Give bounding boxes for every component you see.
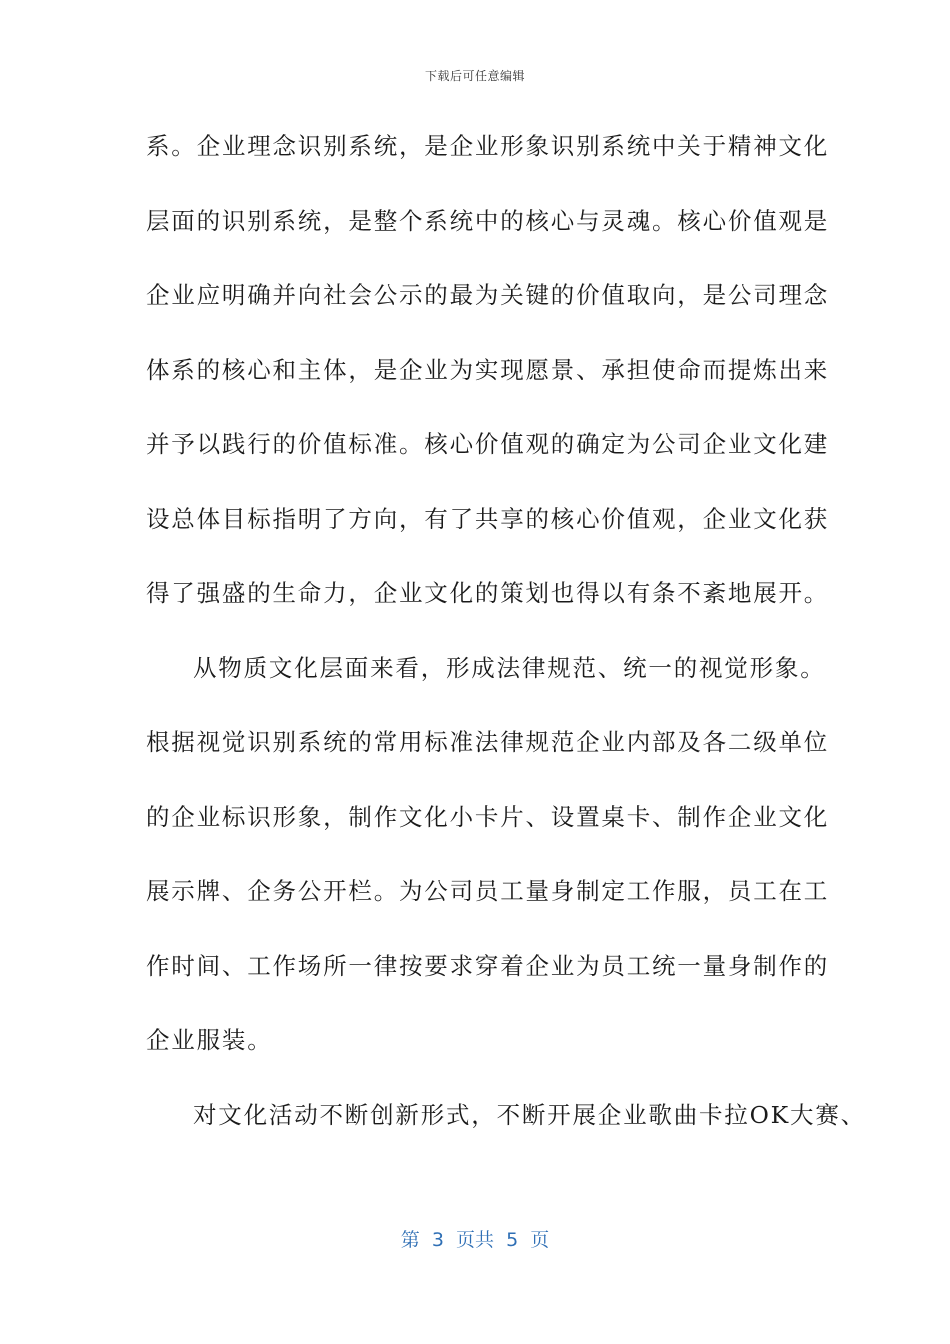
paragraph-line: 企业服装。: [146, 1026, 273, 1054]
paragraph-line: 并予以践行的价值标准。核心价值观的确定为公司企业文化建: [146, 430, 830, 458]
paragraph-line: 作时间、工作场所一律按要求穿着企业为员工统一量身制作的: [146, 951, 830, 980]
paragraph-line: 的企业标识形象，制作文化小卡片、设置桌卡、制作企业文化: [146, 802, 830, 831]
document-body: [146, 123, 866, 1166]
paragraph-line: 系。企业理念识别系统，是企业形象识别系统中关于精神文化: [146, 132, 830, 160]
paragraph-line: 得了强盛的生命力，企业文化的策划也得以有条不紊地展开。: [146, 579, 830, 607]
paragraph-line: 企业应明确并向社会公示的最为关键的价值取向，是公司理念: [146, 281, 830, 309]
paragraph-line: 设总体目标指明了方向，有了共享的核心价值观，企业文化获: [146, 504, 830, 533]
page-number-footer: 第 3 页共 5 页: [400, 1229, 550, 1251]
paragraph-first-line: 对文化活动不断创新形式，不断开展企业歌曲卡拉OK大赛、: [193, 1100, 866, 1129]
paragraph-line: 展示牌、企务公开栏。为公司员工量身制定工作服，员工在工: [146, 877, 830, 905]
paragraph-line: 体系的核心和主体，是企业为实现愿景、承担使命而提炼出来: [146, 355, 830, 384]
paragraph-line: 根据视觉识别系统的常用标准法律规范企业内部及各二级单位: [146, 728, 830, 756]
page-header-note: 下载后可任意编辑: [424, 69, 525, 83]
paragraph-first-line: 从物质文化层面来看，形成法律规范、统一的视觉形象。: [193, 653, 826, 682]
paragraph-line: 层面的识别系统，是整个系统中的核心与灵魂。核心价值观是: [146, 206, 830, 235]
